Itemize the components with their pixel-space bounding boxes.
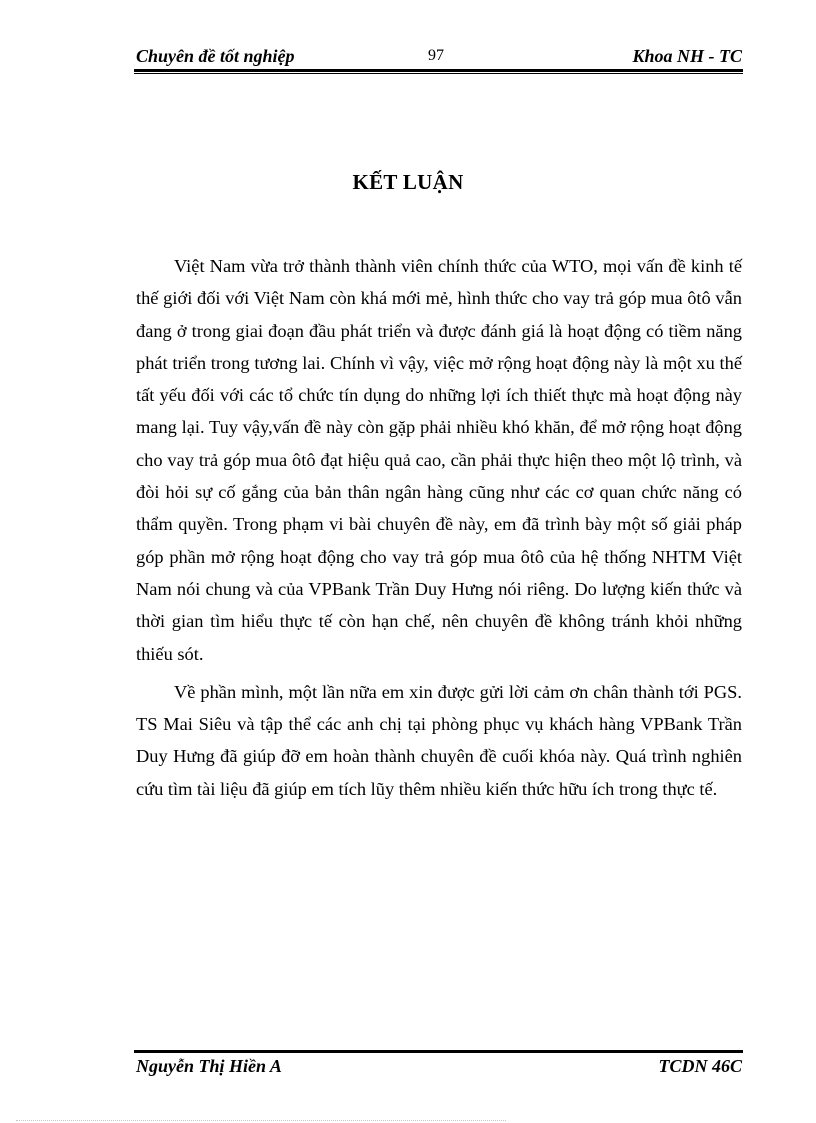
page-number: 97 — [428, 47, 444, 64]
header-department: Khoa NH - TC — [632, 46, 742, 66]
footer-class: TCDN 46C — [658, 1056, 742, 1076]
paragraph-conclusion: Việt Nam vừa trở thành thành viên chính thức của WTO, mọi vấn đề kinh tế thế giới đối với Việt Nam còn khá mới mẻ, hình thức cho vay trả góp mua ôtô vẫn đang ở trong giai đoạn đầu phát triển và được đánh giá là hoạt động có tiềm năng phát triển trong tương lai. Chính vì vậy, việc mở rộng hoạt động này là một xu thế tất yếu đối với các tổ chức tín dụng do những lợi ích thiết thực mà hoạt động này mang lại. Tuy vậy,vấn đề này còn gặp phải nhiều khó khăn, để mở rộng hoạt động cho vay trả góp mua ôtô đạt hiệu quả cao, cần phải thực hiện theo một lộ trình, và đòi hỏi sự cố gắng của bản thân ngân hàng cũng như các cơ quan chức năng có thẩm quyền. Trong phạm vi bài chuyên đề này, em đã trình bày một số giải pháp góp phần mở rộng hoạt động cho vay trả góp mua ôtô của hệ thống NHTM Việt Nam nói chung và của VPBank Trần Duy Hưng nói riêng. Do lượng kiến thức và thời gian tìm hiểu thực tế còn hạn chế, nên chuyên đề không tránh khỏi những thiếu sót. — [136, 256, 742, 664]
page-header — [136, 46, 742, 68]
footer-rule — [134, 1050, 743, 1053]
footer-author: Nguyễn Thị Hiền A — [136, 1056, 282, 1076]
body-text — [136, 250, 742, 805]
page-bottom-edge — [16, 1120, 506, 1121]
paragraph-acknowledgement: Về phần mình, một lần nữa em xin được gửi lời cảm ơn chân thành tới PGS. TS Mai Siêu và tập thể các anh chị tại phòng phục vụ khách hàng VPBank Trần Duy Hưng đã giúp đỡ em hoàn thành chuyên đề cuối khóa này. Quá trình nghiên cứu tìm tài liệu đã giúp em tích lũy thêm nhiều kiến thức hữu ích trong thực tế. — [136, 681, 742, 799]
page-footer — [136, 1056, 742, 1078]
header-double-rule — [134, 69, 743, 74]
section-title: KẾT LUẬN — [352, 170, 464, 194]
header-document-type: Chuyên đề tốt nghiệp — [136, 46, 295, 66]
